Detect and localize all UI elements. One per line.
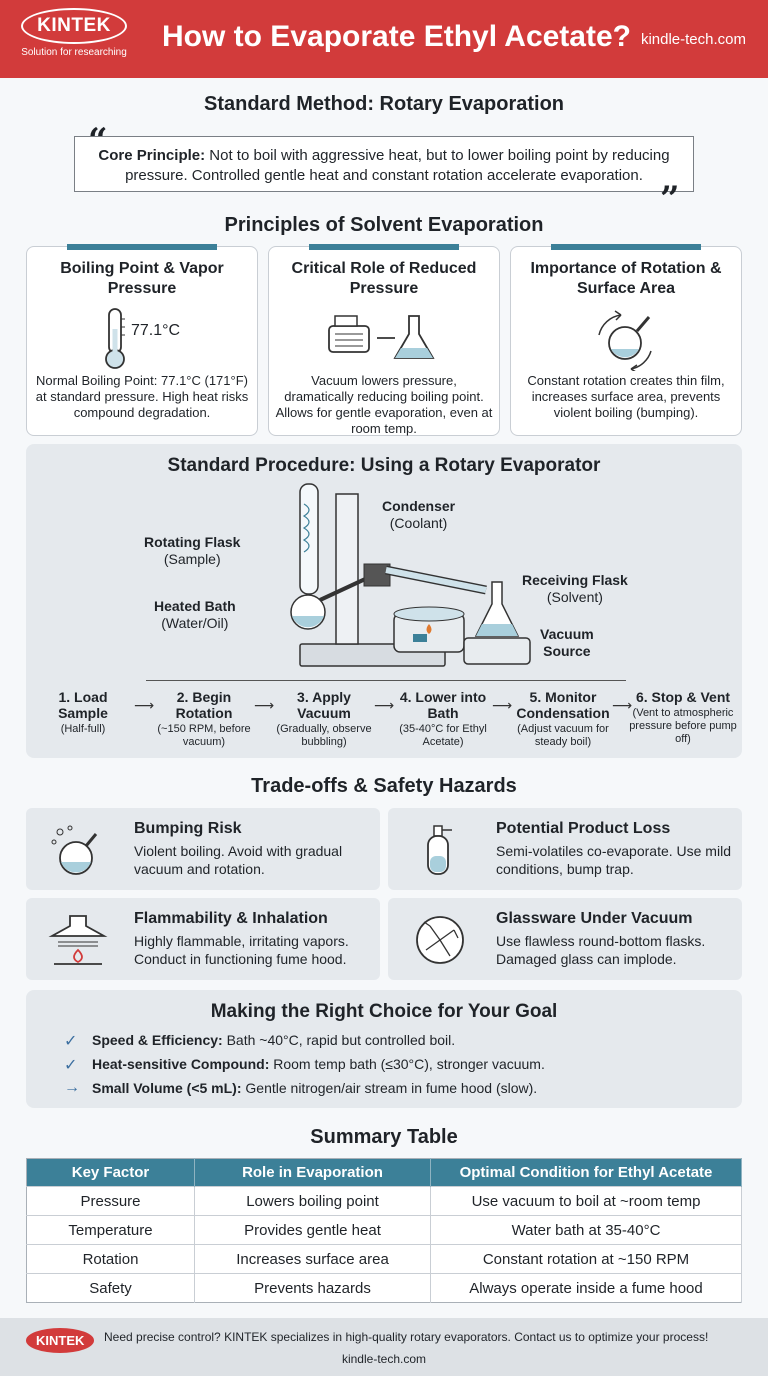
table-row xyxy=(27,1245,742,1274)
arrow-right-icon: ⟶ xyxy=(134,697,155,713)
arrow-right-icon: → xyxy=(64,1079,80,1096)
right-choice-panel xyxy=(26,990,742,1108)
card-text: Constant rotation creates thin film, increases surface area, prevents violent boiling (bumping). xyxy=(527,373,725,420)
header-banner xyxy=(0,0,768,78)
step-title: 2. Begin Rotation xyxy=(175,689,233,721)
table-cell: Use vacuum to boil at ~room temp xyxy=(431,1187,742,1216)
check-icon: ✓ xyxy=(64,1033,78,1050)
principle-card-rotation xyxy=(510,246,742,436)
hazard-product-loss xyxy=(388,808,742,890)
brand-logo[interactable] xyxy=(18,8,130,58)
steps-connector-line xyxy=(146,680,626,681)
hazard-desc: Use flawless round-bottom flasks. Damaged glass can implode. xyxy=(496,933,706,967)
receiving-flask-label xyxy=(522,572,628,606)
step-title: 5. Monitor Condensation xyxy=(516,689,610,721)
arrow-right-icon: ⟶ xyxy=(254,697,275,713)
step-desc: (35-40°C for Ethyl Acetate) xyxy=(399,723,487,748)
hazard-title: Bumping Risk xyxy=(134,820,242,837)
summary-table xyxy=(26,1158,742,1303)
table-cell: Rotation xyxy=(27,1245,195,1274)
choice-text: Room temp bath (≤30°C), stronger vacuum. xyxy=(269,1056,545,1072)
card-text: Normal Boiling Point: 77.1°C (171°F) at standard pressure. High heat risks compound degradation. xyxy=(35,373,249,420)
card-accent-bar xyxy=(309,244,459,250)
step-lower-into-bath xyxy=(396,689,490,749)
footer-site-link[interactable]: kindle-tech.com xyxy=(341,1352,427,1366)
rotating-flask-title: Rotating Flask xyxy=(144,534,241,550)
table-cell: Constant rotation at ~150 RPM xyxy=(431,1245,742,1274)
principle-card-reduced-pressure xyxy=(268,246,500,436)
step-stop-vent xyxy=(628,689,738,746)
vacuum-source-title: Vacuum xyxy=(540,626,594,642)
hazard-glassware xyxy=(388,898,742,980)
logo-tagline: Solution for researching xyxy=(21,47,127,58)
check-icon: ✓ xyxy=(64,1057,78,1074)
card-accent-bar xyxy=(551,244,701,250)
table-cell: Increases surface area xyxy=(195,1245,431,1274)
step-desc: (Half-full) xyxy=(60,723,106,735)
procedure-panel xyxy=(26,444,742,758)
step-title: 6. Stop & Vent xyxy=(635,689,731,705)
step-title: 1. Load Sample xyxy=(58,689,108,721)
hazard-desc: Highly flammable, irritating vapors. Conduct in functioning fume hood. xyxy=(134,933,349,967)
fume-hood-icon xyxy=(48,912,108,968)
table-cell: Always operate inside a fume hood xyxy=(431,1274,742,1303)
choice-item-heat-sensitive xyxy=(64,1056,545,1074)
choice-label: Small Volume (<5 mL): xyxy=(92,1080,242,1096)
hazard-flammability xyxy=(26,898,380,980)
core-principle-text: Not to boil with aggressive heat, but to lower boiling point by reducing pressure. Controlled gentle heat and constant rotation accelerate evaporation. xyxy=(125,147,670,184)
receiving-flask-title: Receiving Flask xyxy=(522,572,628,588)
step-begin-rotation xyxy=(156,689,252,749)
step-desc: (~150 RPM, before vacuum) xyxy=(157,723,251,748)
card-title: Boiling Point & Vapor Pressure xyxy=(60,260,224,297)
footer-text: Need precise control? KINTEK specializes in high-quality rotary evaporators. Contact us to optimize your process! xyxy=(104,1330,709,1344)
column-header: Optimal Condition for Ethyl Acetate xyxy=(431,1159,742,1187)
step-desc: (Vent to atmospheric pressure before pump off) xyxy=(629,707,737,745)
thermometer-icon xyxy=(27,303,257,373)
hazard-bumping-risk xyxy=(26,808,380,890)
step-title: 3. Apply Vacuum xyxy=(297,689,351,721)
choice-text: Gentle nitrogen/air stream in fume hood (slow). xyxy=(241,1080,538,1096)
core-principle-label: Core Principle: xyxy=(98,147,206,164)
arrow-right-icon: ⟶ xyxy=(492,697,513,713)
hazard-title: Potential Product Loss xyxy=(496,820,671,837)
close-quote-icon: ” xyxy=(660,179,680,219)
hazard-title: Flammability & Inhalation xyxy=(134,910,328,927)
condenser-title: Condenser xyxy=(382,498,456,514)
table-cell: Safety xyxy=(27,1274,195,1303)
choice-item-speed xyxy=(64,1032,456,1050)
receiving-flask-subtitle: (Solvent) xyxy=(546,589,603,605)
hazard-desc: Semi-volatiles co-evaporate. Use mild conditions, bump trap. xyxy=(496,843,731,877)
heated-bath-label xyxy=(154,598,236,632)
table-cell: Lowers boiling point xyxy=(195,1187,431,1216)
table-cell: Water bath at 35-40°C xyxy=(431,1216,742,1245)
hazards-title: Trade-offs & Safety Hazards xyxy=(251,775,517,797)
page-title: How to Evaporate Ethyl Acetate? xyxy=(162,20,631,53)
principles-title: Principles of Solvent Evaporation xyxy=(224,214,544,236)
hazard-title: Glassware Under Vacuum xyxy=(496,910,693,927)
bump-trap-icon xyxy=(410,822,470,878)
table-row xyxy=(27,1187,742,1216)
rotating-flask-icon xyxy=(511,303,741,373)
vacuum-source-subtitle: Source xyxy=(543,643,591,659)
procedure-title: Standard Procedure: Using a Rotary Evaporator xyxy=(167,455,601,476)
bumping-flask-icon xyxy=(48,822,108,878)
header-site-link[interactable]: kindle-tech.com xyxy=(640,31,746,48)
condenser-label xyxy=(382,498,455,532)
card-title: Critical Role of Reduced Pressure xyxy=(291,260,477,297)
table-cell: Pressure xyxy=(27,1187,195,1216)
step-desc: (Gradually, observe bubbling) xyxy=(276,723,372,748)
table-cell: Provides gentle heat xyxy=(195,1216,431,1245)
table-header-row xyxy=(27,1159,742,1187)
standard-method-title: Standard Method: Rotary Evaporation xyxy=(203,93,565,115)
vacuum-source-label xyxy=(540,626,594,660)
card-title: Importance of Rotation & Surface Area xyxy=(530,260,722,297)
logo-text: KINTEK xyxy=(21,8,127,44)
principle-card-boiling-point xyxy=(26,246,258,436)
choice-label: Heat-sensitive Compound: xyxy=(92,1056,270,1072)
step-apply-vacuum xyxy=(276,689,372,749)
card-accent-bar xyxy=(67,244,217,250)
column-header: Role in Evaporation xyxy=(195,1159,431,1187)
table-cell: Prevents hazards xyxy=(195,1274,431,1303)
column-header: Key Factor xyxy=(27,1159,195,1187)
choice-title: Making the Right Choice for Your Goal xyxy=(210,1001,558,1022)
footer-logo[interactable]: KINTEK xyxy=(26,1328,94,1353)
heated-bath-title: Heated Bath xyxy=(154,598,236,614)
summary-title: Summary Table xyxy=(310,1126,458,1148)
hazard-desc: Violent boiling. Avoid with gradual vacuum and rotation. xyxy=(134,843,343,877)
cracked-glass-icon xyxy=(410,912,470,968)
core-principle-box xyxy=(74,136,694,192)
rotating-flask-subtitle: (Sample) xyxy=(163,551,221,567)
arrow-right-icon: ⟶ xyxy=(612,697,633,713)
choice-text: Bath ~40°C, rapid but controlled boil. xyxy=(222,1032,456,1048)
table-cell: Temperature xyxy=(27,1216,195,1245)
vacuum-pump-icon xyxy=(269,303,499,373)
step-monitor-condensation xyxy=(514,689,612,749)
step-desc: (Adjust vacuum for steady boil) xyxy=(517,723,609,748)
choice-item-small-volume xyxy=(64,1079,538,1096)
rotating-flask-label xyxy=(144,534,240,568)
heated-bath-subtitle: (Water/Oil) xyxy=(161,615,229,631)
step-title: 4. Lower into Bath xyxy=(399,689,487,721)
table-row xyxy=(27,1274,742,1303)
thermometer-reading: 77.1°C xyxy=(131,322,181,339)
footer xyxy=(0,1318,768,1376)
card-text: Vacuum lowers pressure, dramatically reducing boiling point. Allows for gentle evaporation, even at room temp. xyxy=(275,373,493,436)
arrow-right-icon: ⟶ xyxy=(374,697,395,713)
choice-label: Speed & Efficiency: xyxy=(92,1032,223,1048)
step-load-sample xyxy=(36,689,130,736)
table-row xyxy=(27,1216,742,1245)
condenser-subtitle: (Coolant) xyxy=(389,515,448,531)
